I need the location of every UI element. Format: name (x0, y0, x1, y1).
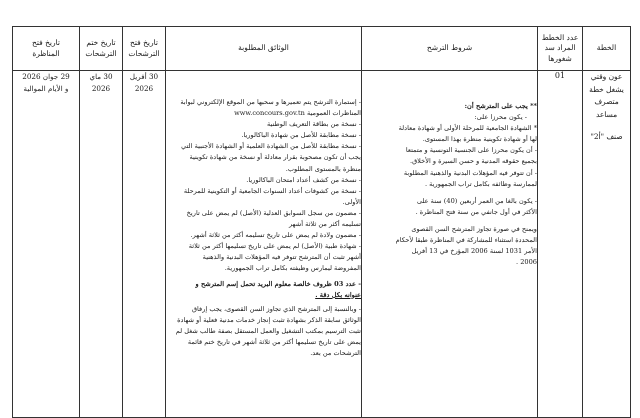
plan-cell (583, 71, 631, 418)
condition-line: لها أو شهادة تكوينية منظرة بهذا المستوى. (422, 135, 537, 144)
document-line: - نسخة مطابقة للأصل من الشهادة العلمية أو الشهادة الأجنبية التي (181, 142, 361, 151)
contest-date-line: 29 جوان 2026 (22, 72, 70, 81)
header-plan: الخطة (583, 27, 631, 71)
header-contest-date-line: المناظرة (32, 48, 60, 58)
data-row (13, 71, 631, 418)
header-contest-date-line: تاريخ فتح (32, 38, 60, 48)
document-line: عنوانه بكل دقة . (315, 290, 361, 299)
document-line: - شهادة طبية (الأصل) لم يمض على تاريخ تسليمها أكثر من ثلاثة (188, 242, 361, 251)
condition-line: ** يجب على المترشح أن: (464, 102, 537, 110)
plan-line: متصرف (594, 97, 619, 106)
submit-date-line: 2026 (134, 84, 154, 93)
count-cell: 01 (538, 71, 583, 418)
documents-cell (166, 71, 362, 418)
condition-line: الأكثر في أول جانفي من سنة فتح المناظرة . (415, 207, 537, 216)
contest-date-cell (13, 71, 80, 418)
document-line: يجب أن تكون مصحوبة بقرار معادلة أو نسخة من شهادة تكوينية (189, 153, 361, 162)
header-submit-date (123, 27, 166, 71)
condition-line: بجميع حقوقه المدنية و حسن السيرة و الأخلاق. (409, 157, 537, 166)
document-line: تسليمه أكثر من ثلاثة أشهر (289, 220, 361, 229)
document-line: - نسخة مطابقة للأصل من شهادة الباكالوريا. (241, 131, 361, 140)
document-line: المناظرات العمومية www.concours.gov.tn (234, 109, 361, 118)
close-date-line: 2026 (91, 84, 111, 93)
condition-line: ويمنح في صورة تجاوز المترشح السن القصوى (411, 224, 537, 233)
header-count-line: عدد الخطط (541, 33, 579, 43)
close-date-line: 30 ماي (89, 72, 113, 81)
document-line: - وبالنسبة إلى المترشح الذي تجاوز السن القصوى، يجب إرفاق (191, 304, 361, 313)
plan-line: مساعد (595, 109, 618, 119)
header-count-line: شغورها (548, 53, 572, 63)
condition-line: - أن تتوفر فيه المؤهلات البدنية والذهنية المطلوبة (403, 168, 537, 177)
recruitment-table (12, 26, 631, 418)
document-line: - نسخة من كشوفات أعداد السنوات الجامعية أو التكوينية للمرحلة (183, 186, 361, 195)
header-submit-date-line: الترشحات (128, 48, 160, 58)
header-submit-date-line: تاريخ فتح (130, 38, 158, 48)
header-conditions: شروط الترشح (362, 27, 538, 71)
header-row (13, 27, 631, 71)
plan-line: يشغل خطة (589, 84, 624, 94)
condition-line: - يكون بالغا من العمر أربعين (40) سنة على (416, 196, 537, 205)
header-contest-date (13, 27, 80, 71)
header-close-date-line: تاريخ ختم (86, 38, 116, 48)
conditions-cell (362, 71, 538, 418)
document-line: - مضمون من سجل السوابق العدلية (الأصل) لم يمض على تاريخ (186, 208, 361, 217)
condition-line: - أن يكون محرزا على الجنسية التونسية و متمتعا (405, 146, 537, 155)
close-date-cell (80, 71, 123, 418)
document-line: - نسخة من بطاقة التعريف الوطنية (266, 120, 361, 129)
header-documents: الوثائق المطلوبة (166, 27, 362, 71)
submit-date-line: 30 أفريل (129, 72, 159, 81)
plan-line: صنف "أ2" (590, 132, 623, 141)
document-line: المفروضة ليمارس وظيفته بكامل تراب الجمهورية. (224, 264, 361, 273)
header-count-line: المراد سد (544, 43, 576, 53)
document-line: الوثائق سابقة الذكر بشهادة تثبت إنجاز خدمات مدنية فعلية أو شهادة (177, 315, 361, 324)
document-line: منظرة بالمستوى المطلوب. (285, 164, 361, 173)
document-line: أشهر تثبت أن المترشح تتوفر فيه المؤهلات البدنية والذهنية (202, 253, 361, 262)
submit-date-cell (123, 71, 166, 418)
condition-line: الأمر 1031 لسنة 2006 المؤرخ في 13 أفريل (411, 247, 537, 256)
header-close-date-line: الترشحات (85, 48, 117, 58)
condition-line: لممارسة وظائفه بكامل تراب الجمهورية . (424, 179, 537, 188)
document-line: - إستمارة الترشح يتم تعميرها و سحبها من الموقع الإلكتروني لبوابة (180, 98, 361, 106)
document-line: يمض على تاريخ تسليمها أكثر من ثلاثة أشهر في تاريخ ختم قائمة (187, 337, 361, 346)
document-line: - نسخة من كشف أعداد امتحان الباكالوريا. (246, 175, 361, 184)
document-line: تثبت الترسيم بمكتب التشغيل والعمل المستقل بصفة طالب شغل لم (175, 326, 361, 335)
document-line: - مضمون ولادة لم يمض على تاريخ تسليمه أكثر من ثلاثة أشهر. (190, 231, 361, 240)
header-close-date (80, 27, 123, 71)
condition-line: * الشهادة الجامعية للمرحلة الأولى أو شهادة معادلة (398, 124, 537, 133)
plan-line: عون وقتي (590, 72, 623, 81)
document-line: الأولى. (342, 197, 361, 206)
contest-date-line: و الأيام الموالية (23, 84, 69, 93)
document-line: - عدد 03 ظروف خالصة معلوم البريد تحمل إسم المترشح و (195, 279, 361, 288)
condition-line: - يكون محرزا على: (474, 113, 527, 122)
condition-line: 2006 . (516, 258, 537, 267)
header-count (538, 27, 583, 71)
document-line: الترشحات من بعد. (310, 349, 361, 358)
condition-line: المحددة استثناء للمشاركة في المناظرة طبقا لأحكام (395, 236, 537, 245)
